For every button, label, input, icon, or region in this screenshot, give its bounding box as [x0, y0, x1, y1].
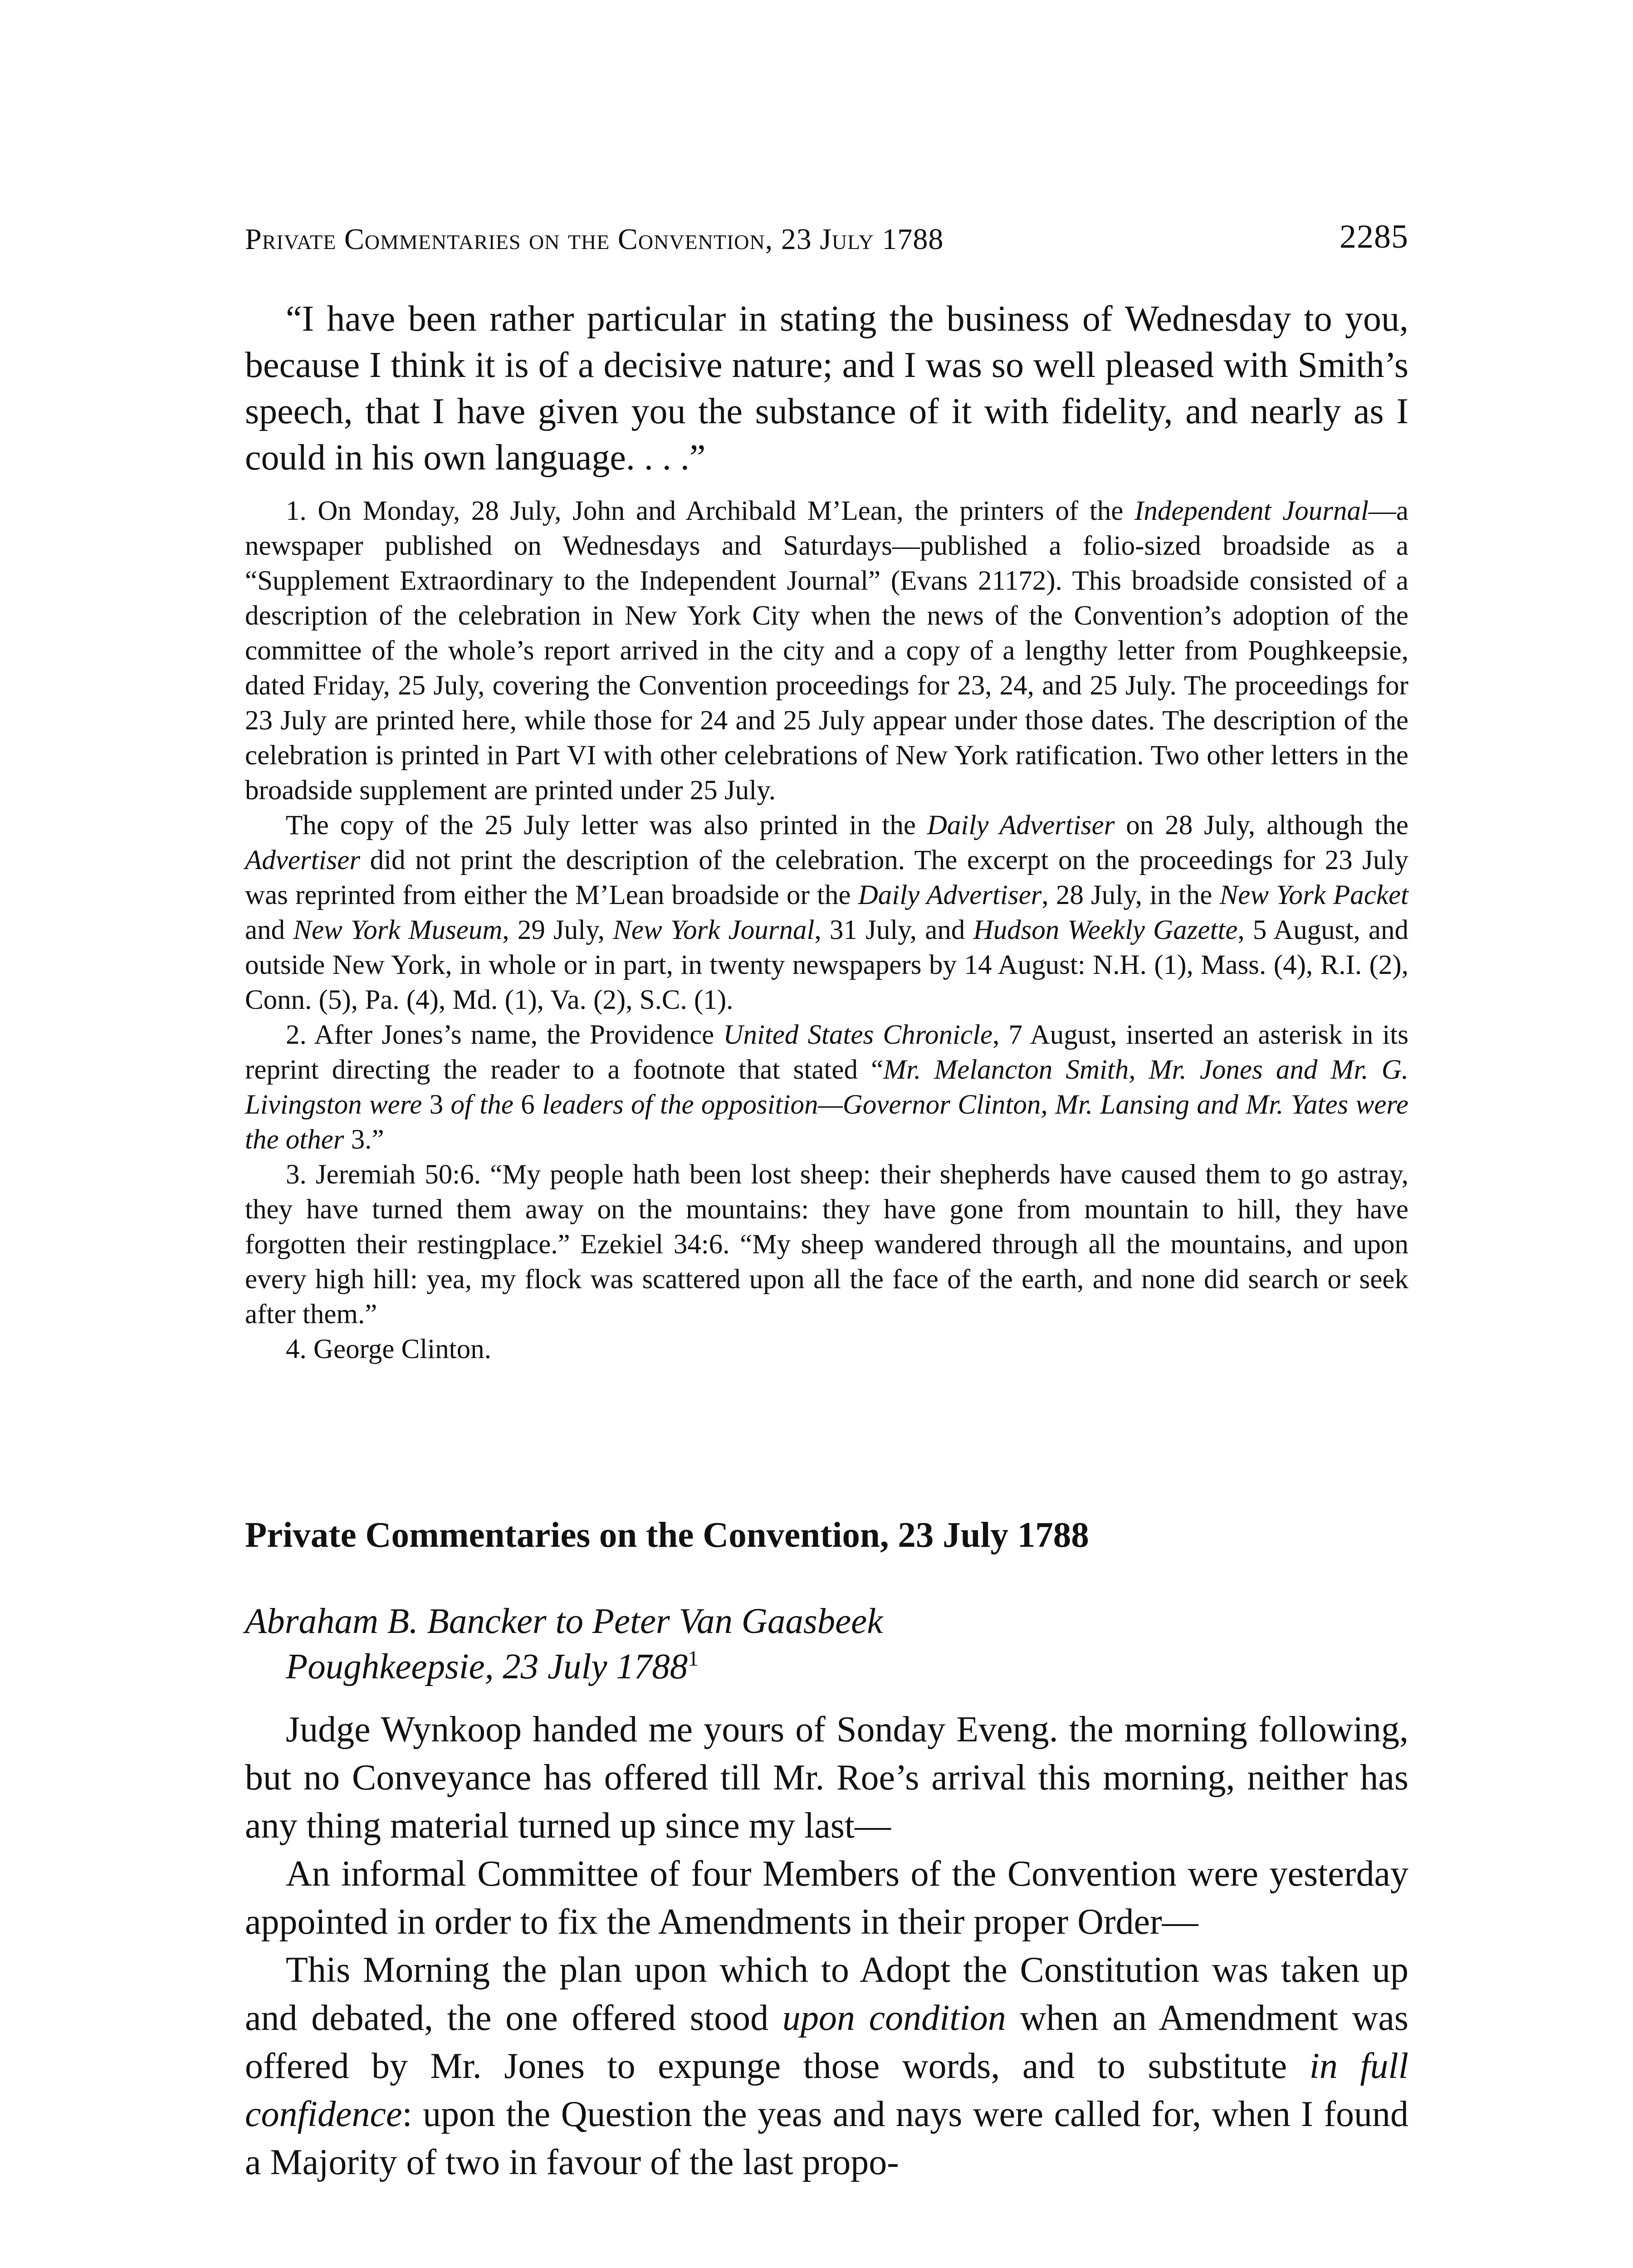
footnotes [245, 494, 1408, 1367]
letter-paragraph-3 [245, 1946, 1408, 2186]
note-text: and [245, 915, 293, 945]
note-italic: Daily Advertiser [858, 880, 1042, 910]
note-text: 2. After Jones’s name, the Providence [286, 1020, 724, 1050]
note-text: 3.” [344, 1124, 384, 1155]
footnote-2 [245, 1017, 1408, 1157]
letter-paragraph-2: An informal Committee of four Members of the Convention were yesterday appointed in order to fix the Amendments in their proper Order— [245, 1854, 1408, 1942]
page-number: 2285 [1340, 218, 1408, 255]
footnote-3: 3. Jeremiah 50:6. “My people hath been lost sheep: their shepherds have caused them to go astray, they have turned them away on the mountains: they have gone from mountain to hill, they have forgotten their restingplace.” Ezekiel 34:6. “My sheep wandered through all the mountains, and upon every high hill: yea, my flock was scattered upon all the face of the earth, and none did search or seek after them.” [245, 1159, 1408, 1330]
note-italic: Mr. Melancton Smith, Mr. Jones and Mr. G. Livingston were [245, 1055, 1408, 1120]
note-text: did not print the description of the celebration. The excerpt on the proceedings for 23 July was reprinted from either the M’Lean broadside or the [245, 845, 1408, 910]
footnote-1 [245, 494, 1408, 808]
letter-text: : upon the Question the yeas and nays were called for, when I found a Majority of two in favour of the last propo- [245, 2094, 1408, 2182]
note-text: 6 [513, 1090, 543, 1120]
letter-paragraph-1: Judge Wynkoop handed me yours of Sonday Eveng. the morning following, but no Conveyance has offered till Mr. Roe’s arrival this morning, neither has any thing material turned up since my last— [245, 1710, 1408, 1846]
note-text: 3 [422, 1090, 451, 1120]
note-italic: Advertiser [245, 845, 361, 875]
footnote-4: 4. George Clinton. [286, 1334, 491, 1364]
note-text: —a newspaper published on Wednesdays and Saturdays—published a folio-sized broadside as a “Supplement Extraordinary to the Independent Journal” (Evans 21172). This broadside consisted of a description of the celebration in New York City when the news of the Convention’s adoption of the committee of the whole’s report arrived in the city and a copy of a lengthy letter from Poughkeepsie, dated Friday, 25 July, covering the Convention proceedings for 23, 24, and 25 July. The proceedings for 23 July are printed here, while those for 24 and 25 July appear under those dates. The description of the celebration is printed in Part VI with other celebrations of New York ratification. Two other letters in the broadside supplement are printed under 25 July. [245, 496, 1408, 806]
note-italic: Hudson Weekly Gazette [973, 915, 1238, 945]
byline-author: Abraham B. Bancker to Peter Van Gaasbeek [245, 1602, 883, 1641]
note-italic: New York Museum [293, 915, 503, 945]
note-text: , 29 July, [502, 915, 613, 945]
footnote-ref-1: 1 [688, 1647, 699, 1671]
note-italic: Daily Advertiser [927, 810, 1115, 841]
byline-place-date-text: Poughkeepsie, 23 July 1788 [286, 1647, 688, 1686]
note-text: , 5 August, and outside New York, in whole or in part, in twenty newspapers by 14 August: N.H. (1), Mass. (4), R.I. (2), Conn. (5), Pa. (4), Md. (1), Va. (2), S.C. (1). [245, 915, 1408, 1015]
note-text: 1. On Monday, 28 July, John and Archibald M’Lean, the printers of the [286, 496, 1135, 526]
note-text: The copy of the 25 July letter was also printed in the [286, 810, 927, 841]
note-italic: New York Packet [1219, 880, 1408, 910]
letter-body [245, 1706, 1408, 2186]
letter-italic: upon condition [782, 1998, 1006, 2038]
footnote-1-continued [245, 808, 1408, 1017]
letter-byline [245, 1599, 1408, 1690]
note-italic: Independent Journal [1134, 496, 1369, 526]
note-text: , 31 July, and [814, 915, 973, 945]
note-text: , 28 July, in the [1041, 880, 1220, 910]
note-italic: New York Journal [613, 915, 815, 945]
section-title: Private Commentaries on the Convention, 23 July 1788 [245, 1515, 1089, 1555]
note-text: , 7 August, inserted an asterisk in its reprint directing the reader to a footnote that stated “ [245, 1020, 1408, 1085]
quoted-letter-ending: “I have been rather particular in stating the business of Wednesday to you, because I think it is of a decisive nature; and I was so well pleased with Smith’s speech, that I have given you the substance of it with fidelity, and nearly as I could in his own language. . . .” [245, 299, 1408, 478]
note-italic: leaders of the opposition—Governor Clinton, Mr. Lansing and Mr. Yates were the other [245, 1090, 1408, 1155]
note-italic: United States Chronicle [723, 1020, 993, 1050]
note-italic: of the [450, 1090, 513, 1120]
byline-place-date [245, 1644, 1408, 1690]
note-text: on 28 July, although the [1115, 810, 1408, 841]
running-head-title: Private Commentaries on the Convention, 23 July 1788 [245, 223, 944, 256]
letter-text: when an Amendment was offered by Mr. Jones to expunge those words, and to substitute [245, 1998, 1409, 2086]
letter-italic: in full confidence [245, 2046, 1408, 2134]
letter-text: This Morning the plan upon which to Adopt the Constitution was taken up and debated, the one offered stood [245, 1950, 1408, 2038]
running-head [245, 213, 1408, 263]
